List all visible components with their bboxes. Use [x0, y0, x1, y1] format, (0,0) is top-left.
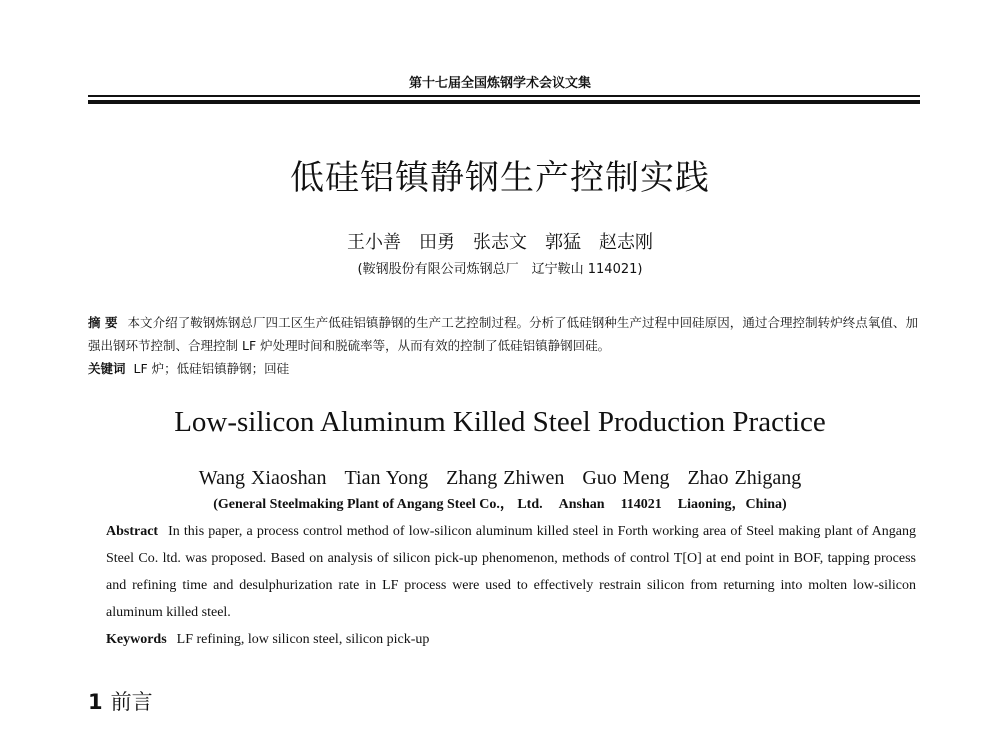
affiliation-province: Liaoning，China) [677, 497, 787, 512]
section-number: 1 [88, 690, 103, 714]
section-heading [88, 686, 153, 716]
affiliation-org: (General Steelmaking Plant of Angang Steel Co.， Ltd. [213, 497, 543, 512]
affiliation-postcode: 114021 [620, 497, 662, 512]
english-abstract [106, 518, 916, 626]
chinese-title: 低硅铝镇静钢生产控制实践 [290, 158, 710, 198]
section-title: 前言 [110, 690, 153, 714]
author-name: Wang Xiaoshan [198, 467, 327, 489]
english-abstract-text: In this paper, a process control method of low-silicon aluminum killed steel in Forth working area of Steel making plant of Angang Steel Co. ltd. was proposed. Based on analysis of silicon pick-up phenomenon, methods of control T[O] at end point in BOF, tapping process and refining time and desulphurization rate in LF process were used to effectively restrain silicon from returning into molten low-silicon aluminum killed steel. [106, 524, 916, 620]
english-title: Low-silicon Aluminum Killed Steel Production Practice [174, 406, 826, 438]
header-rule-thick [88, 100, 920, 104]
chinese-keywords-text: LF 炉；低硅铝镇静钢；回硅 [133, 361, 290, 376]
english-affiliation [0, 493, 1000, 513]
author-name: Zhao Zhigang [687, 467, 802, 489]
english-keywords [106, 626, 916, 653]
chinese-abstract [88, 311, 918, 357]
english-authors [0, 467, 1000, 490]
chinese-abstract-label: 摘 要 [88, 315, 118, 330]
running-header: 第十七届全国炼钢学术会议文集 [408, 76, 591, 91]
english-abstract-label: Abstract [106, 524, 159, 539]
chinese-keywords-label: 关键词 [88, 361, 126, 376]
chinese-affiliation: (鞍钢股份有限公司炼钢总厂 辽宁鞍山 114021) [357, 262, 643, 277]
chinese-keywords [88, 357, 918, 380]
chinese-authors: 王小善 田勇 张志文 郭猛 赵志刚 [347, 232, 653, 253]
english-keywords-label: Keywords [106, 632, 167, 647]
english-keywords-text: LF refining, low silicon steel, silicon pick-up [176, 632, 430, 647]
chinese-abstract-text: 本文介绍了鞍钢炼钢总厂四工区生产低硅铝镇静钢的生产工艺控制过程。分析了低硅钢种生产过程中回硅原因，通过合理控制转炉终点氧值、加强出钢环节控制、合理控制 LF 炉处理时间和脱硫率等，从而有效的控制了低硅铝镇静钢回硅。 [88, 315, 918, 353]
author-name: Guo Meng [582, 467, 670, 489]
affiliation-city: Anshan [558, 497, 605, 512]
header-rule-thin [88, 95, 920, 97]
author-name: Tian Yong [344, 467, 429, 489]
author-name: Zhang Zhiwen [446, 467, 565, 489]
